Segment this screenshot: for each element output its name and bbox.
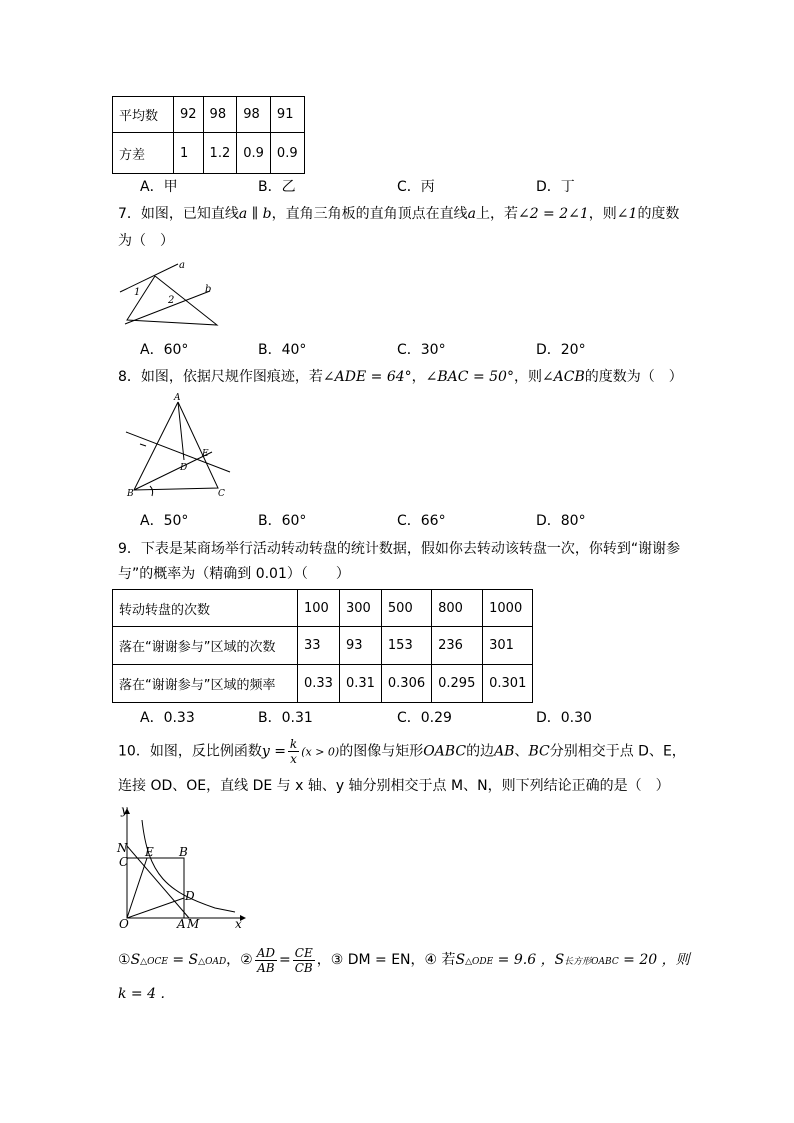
option-c[interactable]: C．0.29 [397,710,452,726]
label-1: 1 [134,287,141,298]
table-cell: 1 [174,133,204,174]
label-A: A [174,393,181,403]
question-9-text-line2: 与”的概率为（精确到 0.01）（ ） [118,566,350,582]
q10-figure [115,800,255,930]
option-a[interactable]: A．50° [140,513,189,529]
question-8-text: 8．如图，依据尺规作图痕迹，若∠ADE = 64°，∠BAC = 50°，则∠ACB的度数为（ ） [118,369,683,385]
table-cell: 0.295 [432,665,483,703]
option-a[interactable]: A．甲 [140,179,178,195]
q7-figure [115,258,225,328]
table-cell: 0.31 [339,665,381,703]
option-d[interactable]: D．80° [536,513,586,529]
q8-figure [118,390,238,500]
table-cell: 0.306 [381,665,431,703]
table-cell: 1.2 [203,133,237,174]
label-B: B [127,489,134,499]
table-cell: 300 [339,590,381,627]
table-cell: 0.33 [298,665,340,703]
table-cell: 平均数 [113,97,174,133]
label-C: C [218,489,225,499]
table-cell: 500 [381,590,431,627]
label-C: C [119,855,129,869]
question-10-statements: ①S△OCE = S△OAD，② $\frac{AD}{AB}$ = $\frac{CE}{CB}$ ，③ DM = EN，④ 若S△ODE = 9.6 ，S长方形OABC = 20 ，则 [118,945,690,975]
table-cell: 301 [483,627,533,665]
label-D: D [180,463,188,473]
variance-table [112,96,305,174]
option-b[interactable]: B．60° [258,513,307,529]
question-10-text-line2: 连接 OD、OE，直线 DE 与 x 轴、y 轴分别相交于点 M、N，则下列结论正确的是（ ） [118,778,670,794]
label-E: E [202,449,209,459]
table-cell: 153 [381,627,431,665]
option-b[interactable]: B．0.31 [258,710,313,726]
table-cell: 方差 [113,133,174,174]
table-cell: 93 [339,627,381,665]
option-b[interactable]: B．40° [258,342,307,358]
option-d[interactable]: D．20° [536,342,586,358]
table-cell: 236 [432,627,483,665]
option-b[interactable]: B．乙 [258,179,296,195]
question-10-last-line: k = 4 . [118,986,165,1002]
table-cell: 92 [174,97,204,133]
option-a[interactable]: A．0.33 [140,710,195,726]
question-10-text: 10．如图，反比例函数y = $\frac{k}{x}$ (x > 0)的图像与矩形OABC的边AB、BC分别相交于点 D、E， [118,737,686,766]
option-a[interactable]: A．60° [140,342,189,358]
label-O: O [119,917,129,930]
label-M: M [187,917,200,930]
table-cell: 0.9 [237,133,271,174]
table-cell: 0.301 [483,665,533,703]
table-cell: 91 [270,97,304,133]
table-cell: 转动转盘的次数 [113,590,298,627]
option-d[interactable]: D．丁 [536,179,575,195]
label-D: D [185,889,195,903]
label-A: A [177,917,186,930]
option-c[interactable]: C．66° [397,513,446,529]
label-a: a [179,260,185,271]
table-cell: 33 [298,627,340,665]
table-cell: 落在“谢谢参与”区域的次数 [113,627,298,665]
label-y: y [121,803,128,817]
table-cell: 800 [432,590,483,627]
label-N: N [117,841,128,855]
question-7-text-line2: 为（ ） [118,233,174,249]
option-c[interactable]: C．丙 [397,179,435,195]
table-cell: 1000 [483,590,533,627]
label-x: x [235,917,242,930]
question-9-text: 9．下表是某商场举行活动转动转盘的统计数据，假如你去转动该转盘一次，你转到“谢谢参 [118,541,681,557]
option-c[interactable]: C．30° [397,342,446,358]
question-7-text: 7．如图，已知直线a ∥ b，直角三角板的直角顶点在直线a上，若∠2 = 2∠1，则∠1的度数 [118,206,680,222]
table-cell: 100 [298,590,340,627]
table-cell: 落在“谢谢参与”区域的频率 [113,665,298,703]
label-b: b [205,284,212,295]
label-B: B [179,845,188,859]
probability-table [112,589,533,703]
table-cell: 98 [203,97,237,133]
option-d[interactable]: D．0.30 [536,710,592,726]
table-cell: 98 [237,97,271,133]
table-cell: 0.9 [270,133,304,174]
label-E: E [145,845,154,859]
label-2: 2 [168,295,175,306]
